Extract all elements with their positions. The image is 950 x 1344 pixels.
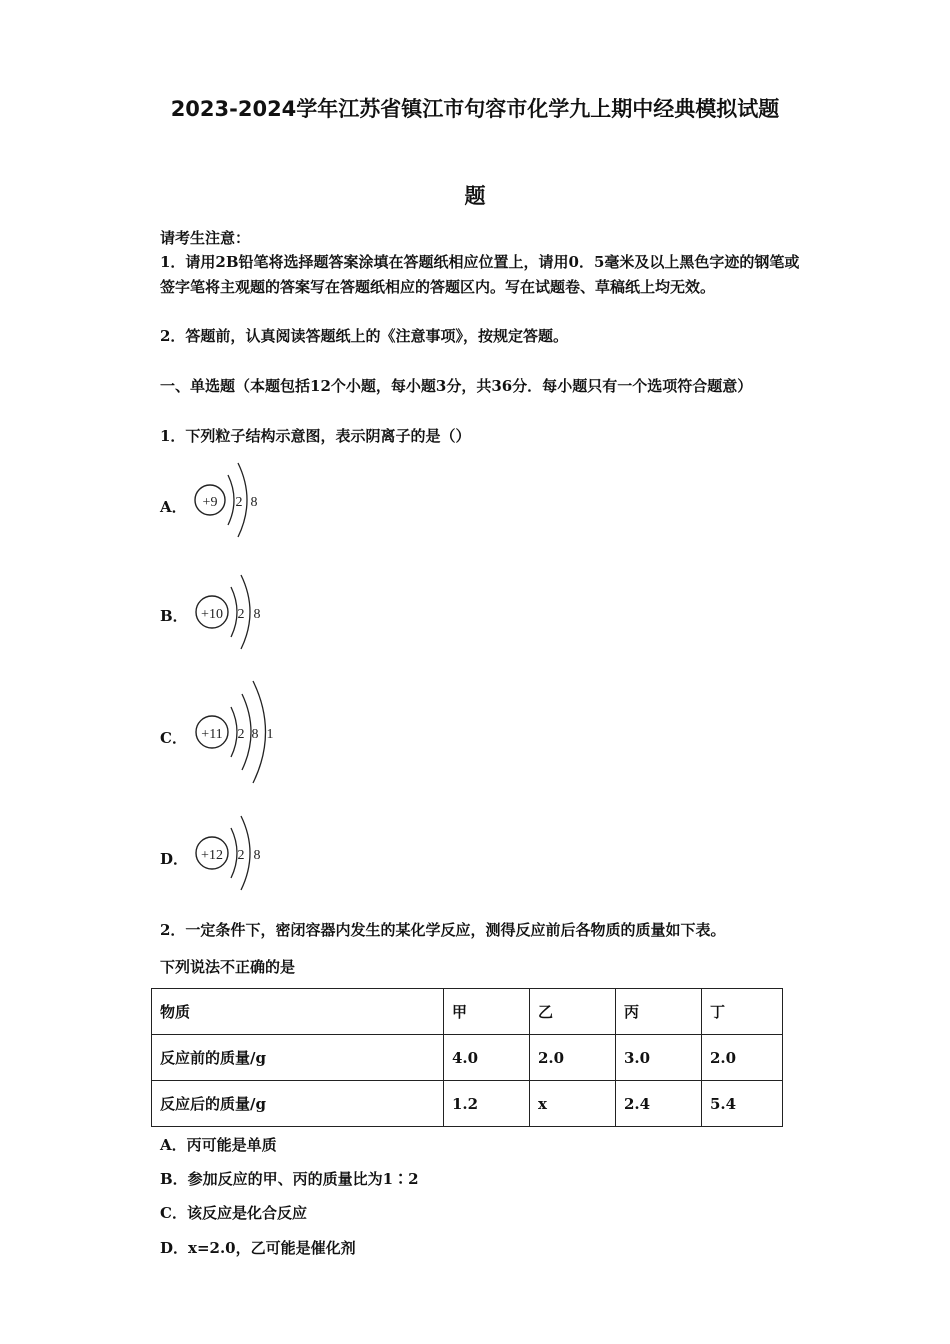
table-cell: 4.0 [444,1035,530,1081]
page-title-continuation: 题 [464,184,486,208]
notice-item-2: 2．答题前，认真阅读答题纸上的《注意事项》，按规定答题。 [160,327,568,345]
nucleus-charge: +11 [201,727,223,742]
nucleus-charge: +12 [201,848,223,863]
option-b-label: B． [160,607,188,625]
atom-diagram-c [190,677,300,787]
header-cell: 甲 [444,989,530,1035]
atom-diagram-d [190,808,290,898]
q2-option-a: A．丙可能是单质 [160,1136,277,1154]
shell-electrons: 2 [237,607,245,622]
table-cell: 反应后的质量/g [152,1081,444,1127]
table-header-row [152,989,783,1035]
atom-diagram-b [190,567,290,657]
table-cell: 2.0 [702,1035,783,1081]
shell-electrons: 2 [237,727,245,742]
option-c-label: C． [160,729,187,747]
page-title: 2023-2024学年江苏省镇江市句容市化学九上期中经典模拟试题 [170,97,780,121]
question-1-stem: 1．下列粒子结构示意图，表示阴离子的是（） [160,427,471,445]
shell-electrons: 8 [253,607,261,622]
table-row [152,1035,783,1081]
table-cell: 3.0 [616,1035,702,1081]
shell-electrons: 2 [235,495,243,510]
nucleus-charge: +10 [201,607,223,622]
question-2-stem-line-1: 2．一定条件下，密闭容器内发生的某化学反应，测得反应前后各物质的质量如下表。 [160,921,726,939]
table-cell: 反应前的质量/g [152,1035,444,1081]
shell-electrons: 8 [253,848,261,863]
option-d-label: D． [160,850,189,868]
header-cell: 物质 [152,989,444,1035]
table-cell: 5.4 [702,1081,783,1127]
nucleus-charge: +9 [202,495,218,510]
shell-electrons: 8 [250,495,258,510]
table-row [152,1081,783,1127]
table-cell: x [530,1081,616,1127]
header-cell: 丙 [616,989,702,1035]
shell-electrons: 8 [251,727,259,742]
q2-option-b: B．参加反应的甲、丙的质量比为1∶2 [160,1170,419,1188]
header-cell: 乙 [530,989,616,1035]
q2-option-c: C．该反应是化合反应 [160,1204,307,1222]
notice-item-1: 1．请用2B铅笔将选择题答案涂填在答题纸相应位置上，请用0．5毫米及以上黑色字迹的钢笔或签字笔将主观题的答案写在答题纸相应的答题区内。写在试题卷、草稿纸上均无效。 [160,253,800,296]
table-cell: 2.0 [530,1035,616,1081]
mass-table [151,988,783,1127]
atom-diagram-a [190,455,290,545]
notice-heading: 请考生注意： [160,229,251,247]
shell-electrons: 1 [266,727,274,742]
header-cell: 丁 [702,989,783,1035]
shell-electrons: 2 [237,848,245,863]
question-2-stem-line-2: 下列说法不正确的是 [160,958,296,976]
table-cell: 1.2 [444,1081,530,1127]
q2-option-d: D．x=2.0，乙可能是催化剂 [160,1239,356,1257]
section-heading: 一、单选题（本题包括12个小题，每小题3分，共36分．每小题只有一个选项符合题意） [160,377,753,395]
option-a-label: A． [160,498,187,516]
table-cell: 2.4 [616,1081,702,1127]
